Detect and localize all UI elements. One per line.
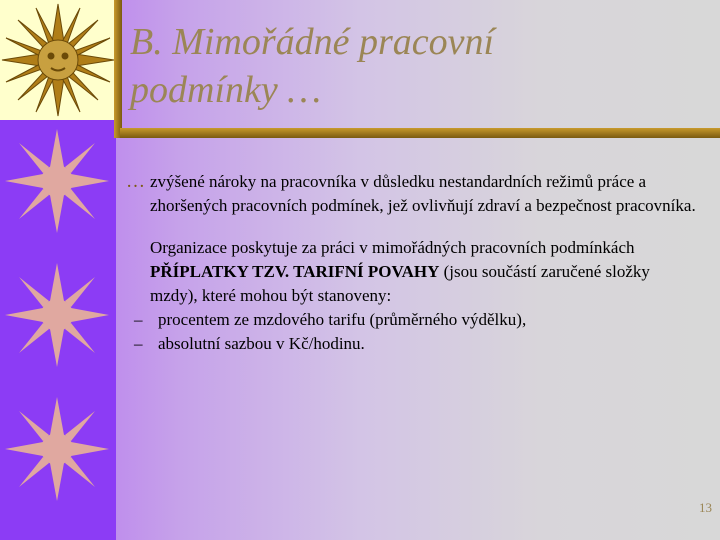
bullet-dash: – <box>134 334 143 353</box>
sun-logo <box>0 0 118 120</box>
title-rule-horizontal <box>120 128 720 138</box>
intro-lead-ellipsis: … <box>126 171 145 192</box>
starburst-icon <box>2 126 112 236</box>
bullet-text: absolutní sazbou v Kč/hodinu. <box>158 334 365 353</box>
allowance-text-bold: PŘÍPLATKY TZV. TARIFNÍ POVAHY <box>150 262 440 281</box>
title-rule-vertical <box>114 0 122 138</box>
allowance-text-start: Organizace poskytuje za práci v mimořádných pracovních podmínkách <box>150 238 635 257</box>
slide-body <box>126 170 696 356</box>
title-line-1: B. Mimořádné pracovní <box>130 21 495 63</box>
intro-text: zvýšené nároky na pracovníka v důsledku nestandardních režimů práce a zhoršených pracovních podmínek, jež ovlivňují zdraví a bezpečnost pracovníka. <box>150 172 696 215</box>
allowance-paragraph <box>126 236 696 308</box>
bullet-item <box>126 308 696 332</box>
bullet-text: procentem ze mzdového tarifu (průměrného výdělku), <box>158 310 527 329</box>
sun-icon <box>0 0 118 120</box>
page-number: 13 <box>699 500 712 515</box>
title-line-2: podmínky … <box>130 69 322 111</box>
slide-title <box>130 18 690 114</box>
intro-paragraph <box>126 170 696 218</box>
starburst-icon <box>2 394 112 504</box>
bullet-dash: – <box>134 310 143 329</box>
allowance-text-end: (jsou součástí zaručené složky mzdy), které mohou být stanoveny: <box>150 262 650 305</box>
bullet-item <box>126 332 696 356</box>
starburst-icon <box>2 260 112 370</box>
